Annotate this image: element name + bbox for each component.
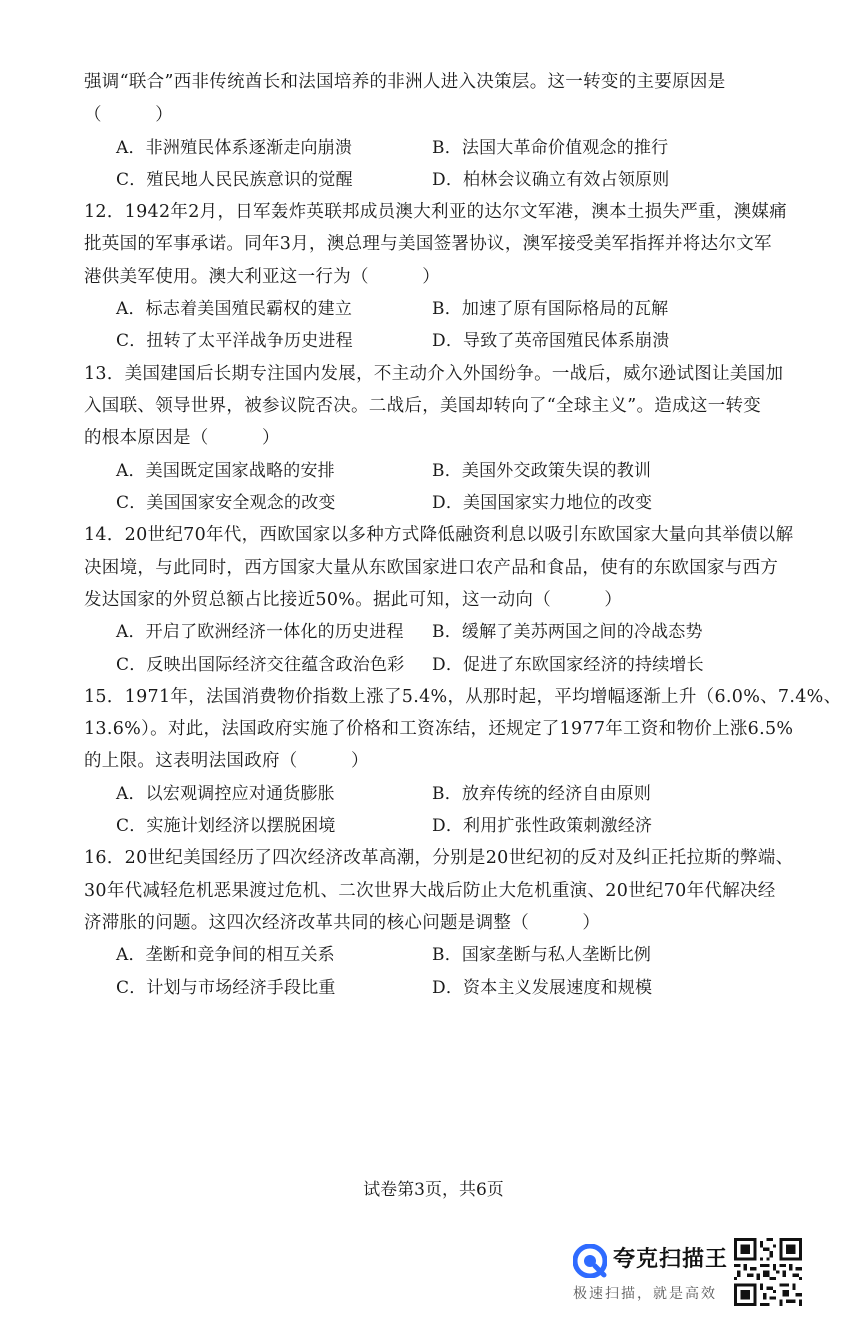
q12-option-c: C．扭转了太平洋战争历史进程 [116, 331, 353, 351]
scanner-watermark [573, 1240, 733, 1310]
q15-option-d: D．利用扩张性政策刺激经济 [432, 816, 653, 836]
q16-stem-line-2: 30年代减轻危机恶果渡过危机、二次世界大战后防止大危机重演、20世纪70年代解决经 [84, 881, 776, 901]
q16-stem-line-1: 16．20世纪美国经历了四次经济改革高潮，分别是20世纪初的反对及纠正托拉斯的弊端、 [84, 848, 794, 868]
q16-option-a: A．垄断和竞争间的相互关系 [116, 945, 335, 965]
q16-option-c: C．计划与市场经济手段比重 [116, 978, 336, 998]
page-number-label: 试卷第3页，共6页 [363, 1180, 504, 1200]
q16-stem-line-3: 济滞胀的问题。这四次经济改革共同的核心问题是调整（ ） [84, 913, 601, 933]
q13-option-a: A．美国既定国家战略的安排 [116, 461, 335, 481]
q14-option-a: A．开启了欧洲经济一体化的历史进程 [116, 622, 404, 642]
q11-option-a: A．非洲殖民体系逐渐走向崩溃 [116, 138, 353, 158]
q13-stem-line-1: 13．美国建国后长期专注国内发展，不主动介入外国纷争。一战后，威尔逊试图让美国加 [84, 364, 784, 384]
q14-stem-line-2: 决困境，与此同时，西方国家大量从东欧国家进口农产品和食品，使有的东欧国家与西方 [84, 558, 779, 578]
q14-stem-line-3: 发达国家的外贸总额占比接近50%。据此可知，这一动向（ ） [84, 590, 623, 610]
q15-option-a: A．以宏观调控应对通货膨胀 [116, 784, 335, 804]
q13-stem-line-3: 的根本原因是（ ） [84, 428, 280, 448]
q12-stem-line-2: 批英国的军事承诺。同年3月，澳总理与美国签署协议，澳军接受美军指挥并将达尔文军 [84, 234, 772, 254]
q11-option-c: C．殖民地人民民族意识的觉醒 [116, 170, 353, 190]
q13-option-d: D．美国国家实力地位的改变 [432, 493, 653, 513]
q15-option-b: B．放弃传统的经济自由原则 [432, 784, 652, 804]
q16-option-d: D．资本主义发展速度和规模 [432, 978, 653, 998]
q14-stem-line-1: 14．20世纪70年代，西欧国家以多种方式降低融资利息以吸引东欧国家大量向其举债以解 [84, 525, 794, 545]
q14-option-c: C．反映出国际经济交往蕴含政治色彩 [116, 655, 405, 675]
q15-stem-line-2: 13.6%）。对此，法国政府实施了价格和工资冻结，还规定了1977年工资和物价上涨6.5% [84, 719, 794, 739]
q12-option-d: D．导致了英帝国殖民体系崩溃 [432, 331, 670, 351]
q14-option-b: B．缓解了美苏两国之间的冷战态势 [432, 622, 703, 642]
q15-stem-line-1: 15．1971年，法国消费物价指数上涨了5.4%，从那时起，平均增幅逐渐上升（6.0%、7.4%、 [84, 687, 842, 707]
q11-option-d: D．柏林会议确立有效占领原则 [432, 170, 670, 190]
brand-slogan: 极速扫描，就是高效 [573, 1286, 717, 1302]
qr-code-icon [734, 1238, 802, 1306]
q12-option-b: B．加速了原有国际格局的瓦解 [432, 299, 669, 319]
q14-option-d: D．促进了东欧国家经济的持续增长 [432, 655, 704, 675]
q13-option-b: B．美国外交政策失误的教训 [432, 461, 652, 481]
q15-option-c: C．实施计划经济以摆脱困境 [116, 816, 336, 836]
q13-stem-line-2: 入国联、领导世界，被参议院否决。二战后，美国却转向了“全球主义”。造成这一转变 [84, 396, 762, 416]
q12-stem-line-1: 12．1942年2月，日军轰炸英联邦成员澳大利亚的达尔文军港，澳本土损失严重，澳媒痛 [84, 202, 788, 222]
q13-option-c: C．美国国家安全观念的改变 [116, 493, 336, 513]
q15-stem-line-3: 的上限。这表明法国政府（ ） [84, 751, 369, 771]
q11-stem-line-1: 强调“联合”西非传统酋长和法国培养的非洲人进入决策层。这一转变的主要原因是 [84, 72, 726, 92]
q12-stem-line-3: 港供美军使用。澳大利亚这一行为（ ） [84, 267, 440, 287]
q12-option-a: A．标志着美国殖民霸权的建立 [116, 299, 353, 319]
q11-option-b: B．法国大革命价值观念的推行 [432, 138, 669, 158]
brand-name: 夸克扫描王 [613, 1247, 729, 1272]
quark-logo-icon [573, 1244, 607, 1278]
q16-option-b: B．国家垄断与私人垄断比例 [432, 945, 652, 965]
q11-answer-blank: （ ） [84, 105, 173, 125]
